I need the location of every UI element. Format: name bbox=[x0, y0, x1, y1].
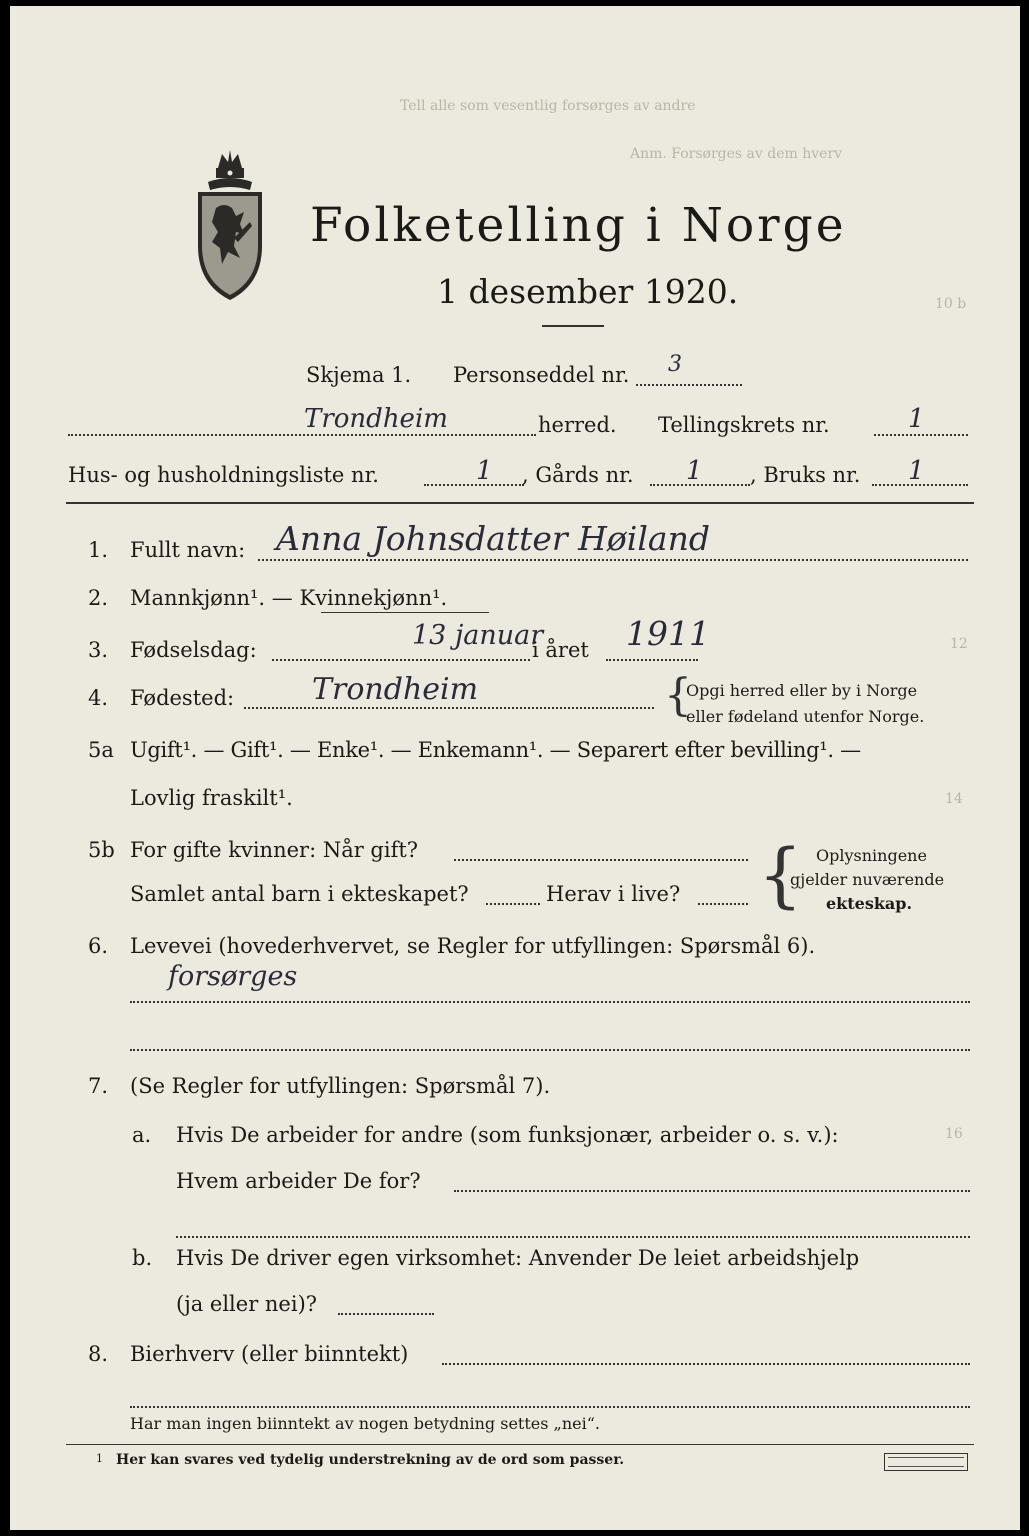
hus-value[interactable]: 1 bbox=[476, 456, 493, 486]
q6-number: 6. bbox=[88, 934, 109, 958]
q1-label: Fullt navn: bbox=[130, 538, 246, 562]
herred-value[interactable]: Trondheim bbox=[304, 404, 448, 434]
q5b-children-line bbox=[486, 903, 540, 905]
q6-line2 bbox=[130, 1049, 970, 1051]
gards-value[interactable]: 1 bbox=[686, 456, 703, 486]
form-title: Folketelling i Norge bbox=[310, 198, 847, 253]
tellingskrets-line bbox=[874, 434, 968, 436]
bleed-through-text: Tell alle som vesentlig forsørges av andre bbox=[400, 98, 696, 114]
q7b-line bbox=[338, 1313, 434, 1315]
birth-year-value[interactable]: 1911 bbox=[626, 614, 710, 653]
q4-line bbox=[244, 707, 654, 709]
census-date: 1 desember 1920. bbox=[437, 272, 739, 311]
q3-number: 3. bbox=[88, 638, 109, 662]
q7-number: 7. bbox=[88, 1074, 109, 1098]
q5b-alive-label: Herav i live? bbox=[546, 882, 681, 906]
herred-line bbox=[68, 434, 536, 436]
kvinnekjonn-underline bbox=[321, 612, 489, 613]
q4-note-brace: { bbox=[664, 670, 692, 721]
q7a-line2: Hvem arbeider De for? bbox=[176, 1169, 421, 1193]
hus-label: Hus- og husholdningsliste nr. bbox=[68, 463, 379, 487]
q2-label: Mannkjønn¹. — Kvinnekjønn¹. bbox=[130, 586, 448, 610]
q7-label: (Se Regler for utfyllingen: Spørsmål 7). bbox=[130, 1074, 551, 1098]
q5b-number: 5b bbox=[88, 838, 115, 862]
q2-number: 2. bbox=[88, 586, 109, 610]
q7a-line1: Hvis De arbeider for andre (som funksjonær, arbeider o. s. v.): bbox=[176, 1123, 839, 1147]
q8-line2 bbox=[130, 1406, 970, 1408]
q8-line1 bbox=[442, 1363, 970, 1365]
bleed-through-text: 12 bbox=[950, 636, 968, 652]
q8-number: 8. bbox=[88, 1342, 109, 1366]
bleed-through-text: 16 bbox=[945, 1126, 963, 1142]
q8-label: Bierhverv (eller biinntekt) bbox=[130, 1342, 409, 1366]
q7b-letter: b. bbox=[132, 1246, 153, 1270]
header-rule bbox=[542, 325, 604, 327]
q5a-line1: Ugift¹. — Gift¹. — Enke¹. — Enkemann¹. — Separert efter bevilling¹. — bbox=[130, 738, 861, 762]
bruks-label: , Bruks nr. bbox=[750, 463, 861, 487]
hus-line bbox=[424, 484, 524, 486]
birth-day-value[interactable]: 13 januar bbox=[412, 620, 544, 651]
q1-line bbox=[258, 559, 968, 561]
q6-label: Levevei (hovederhvervet, se Regler for utfyllingen: Spørsmål 6). bbox=[130, 934, 816, 958]
birthplace-value[interactable]: Trondheim bbox=[312, 672, 479, 707]
q7a-employer-line bbox=[454, 1190, 970, 1192]
q7a-employer-line2 bbox=[176, 1236, 970, 1238]
q5b-note-brace: { bbox=[758, 834, 803, 916]
q4-number: 4. bbox=[88, 686, 109, 710]
q5b-line1: For gifte kvinner: Når gift? bbox=[130, 838, 419, 862]
norwegian-coat-of-arms-icon bbox=[188, 146, 272, 306]
q5a-line2: Lovlig fraskilt¹. bbox=[130, 786, 293, 810]
q5b-alive-line bbox=[698, 903, 748, 905]
census-form-sheet bbox=[10, 6, 1020, 1530]
bleed-through-text: 14 bbox=[945, 791, 963, 807]
personseddel-value[interactable]: 3 bbox=[668, 352, 682, 377]
occupation-value[interactable]: forsørges bbox=[168, 961, 298, 992]
tellingskrets-value[interactable]: 1 bbox=[908, 404, 925, 434]
tellingskrets-label: Tellingskrets nr. bbox=[658, 413, 830, 437]
bleed-through-text: Anm. Forsørges av dem hverv bbox=[630, 146, 843, 162]
herred-label: herred. bbox=[538, 413, 617, 437]
q7b-line2: (ja eller nei)? bbox=[176, 1292, 318, 1316]
personseddel-label: Personseddel nr. bbox=[453, 363, 630, 387]
q3-year-line bbox=[606, 659, 698, 661]
q6-line1 bbox=[130, 1001, 970, 1003]
footnote-text: Her kan svares ved tydelig understrekning av de ord som passer. bbox=[116, 1452, 625, 1468]
q5b-children-label: Samlet antal barn i ekteskapet? bbox=[130, 882, 469, 906]
q4-note-line1: Opgi herred eller by i Norge bbox=[686, 681, 918, 700]
q5b-note-line2: gjelder nuværende bbox=[790, 870, 945, 889]
q5b-married-line bbox=[454, 859, 748, 861]
full-name-value[interactable]: Anna Johnsdatter Høiland bbox=[276, 519, 710, 558]
bruks-value[interactable]: 1 bbox=[908, 456, 925, 486]
q7b-line1: Hvis De driver egen virksomhet: Anvender De leiet arbeidshjelp bbox=[176, 1246, 860, 1270]
q1-number: 1. bbox=[88, 538, 109, 562]
footnote-rule bbox=[66, 1444, 974, 1445]
q3-label: Fødselsdag: bbox=[130, 638, 257, 662]
footnote-mark: 1 bbox=[96, 1452, 103, 1465]
bleed-through-text: 10 b bbox=[935, 296, 967, 312]
q3-year-label: i året bbox=[532, 638, 589, 662]
q5b-note-line3: ekteskap. bbox=[826, 894, 913, 913]
q5a-number: 5a bbox=[88, 738, 114, 762]
q5b-note-line1: Oplysningene bbox=[816, 846, 927, 865]
skjema-label: Skjema 1. bbox=[306, 363, 412, 387]
q8-note: Har man ingen biinntekt av nogen betydning settes „nei“. bbox=[130, 1414, 600, 1433]
q4-label: Fødested: bbox=[130, 686, 235, 710]
q7a-letter: a. bbox=[132, 1123, 152, 1147]
section-divider bbox=[66, 502, 974, 504]
q4-note-line2: eller fødeland utenfor Norge. bbox=[686, 707, 925, 726]
personseddel-line bbox=[636, 384, 742, 386]
gards-label: , Gårds nr. bbox=[522, 463, 634, 487]
printer-stamp-icon bbox=[884, 1453, 968, 1471]
q3-day-line bbox=[272, 659, 530, 661]
